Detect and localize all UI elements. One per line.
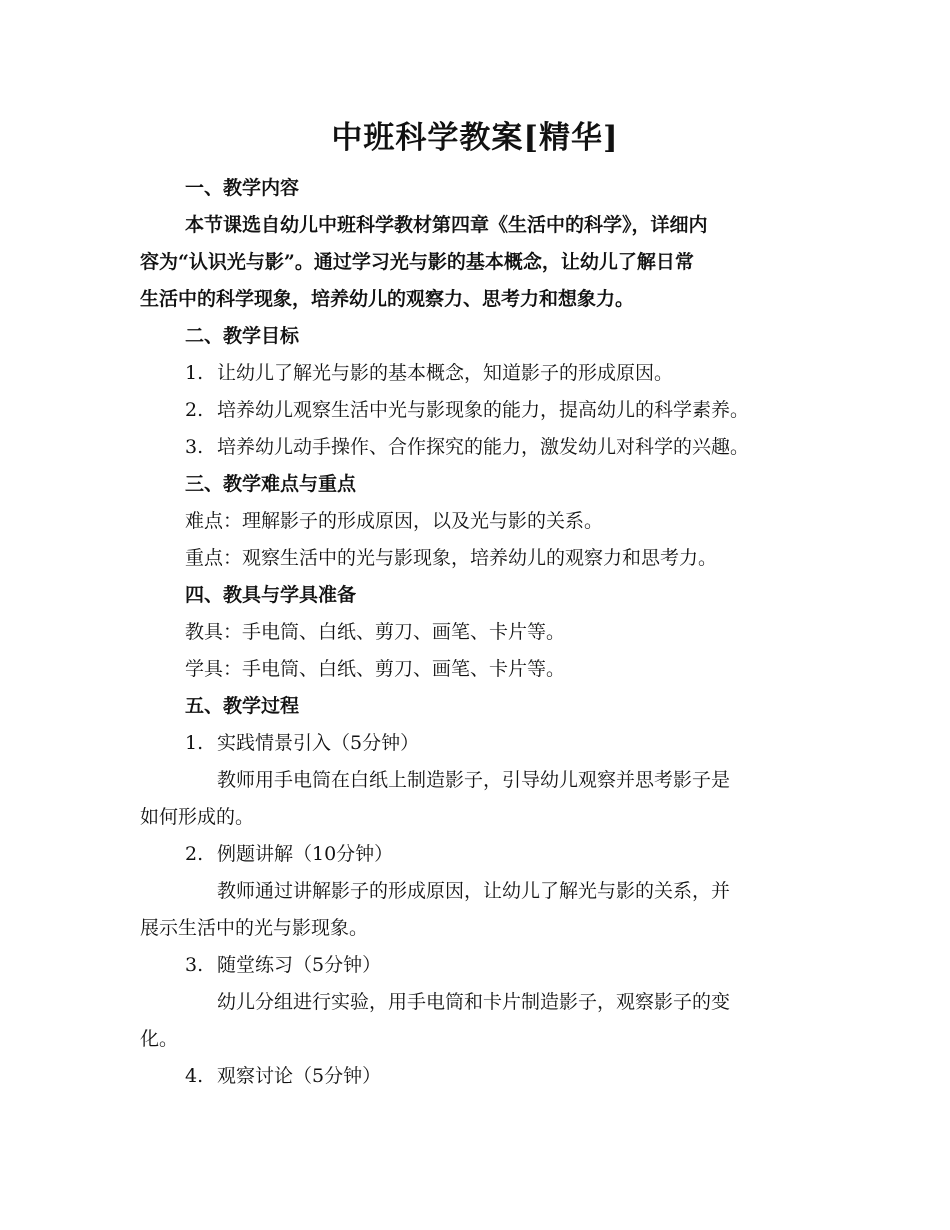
goal-text: 让幼儿了解光与影的基本概念，知道影子的形成原因。 xyxy=(217,362,674,384)
process-step xyxy=(185,839,393,866)
section-heading-materials: 四、教具与学具准备 xyxy=(185,584,357,606)
learning-aids-line: 学具：手电筒、白纸、剪刀、画笔、卡片等。 xyxy=(185,658,566,680)
goal-item xyxy=(185,358,673,385)
section-heading-goals: 二、教学目标 xyxy=(185,325,300,347)
goal-number: 1. xyxy=(185,362,204,384)
step-desc-line: 展示生活中的光与影现象。 xyxy=(140,917,369,939)
step-desc-line: 幼儿分组进行实验，用手电筒和卡片制造影子，观察影子的变 xyxy=(217,991,731,1013)
goal-text: 培养幼儿观察生活中光与影现象的能力，提高幼儿的科学素养。 xyxy=(217,399,750,421)
focus-line: 重点：观察生活中的光与影现象，培养幼儿的观察力和思考力。 xyxy=(185,547,718,569)
step-number: 4. xyxy=(185,1065,204,1087)
goal-item xyxy=(185,432,749,459)
teaching-aids-line: 教具：手电筒、白纸、剪刀、画笔、卡片等。 xyxy=(185,621,566,643)
step-number: 1. xyxy=(185,732,204,754)
process-step xyxy=(185,728,419,755)
page-title: 中班科学教案[精华] xyxy=(331,120,619,156)
step-number: 3. xyxy=(185,954,204,976)
step-title: 随堂练习（5分钟） xyxy=(217,954,382,976)
content-para-line-1: 本节课选自幼儿中班科学教材第四章《生活中的科学》，详细内 xyxy=(185,214,708,236)
goal-text: 培养幼儿动手操作、合作探究的能力，激发幼儿对科学的兴趣。 xyxy=(217,436,750,458)
step-title: 实践情景引入（5分钟） xyxy=(217,732,420,754)
goal-number: 3. xyxy=(185,436,204,458)
step-desc-line: 教师通过讲解影子的形成原因，让幼儿了解光与影的关系，并 xyxy=(217,880,731,902)
goal-item xyxy=(185,395,749,422)
step-desc-line: 化。 xyxy=(140,1028,179,1050)
section-heading-process: 五、教学过程 xyxy=(185,695,300,717)
section-heading-key-points: 三、教学难点与重点 xyxy=(185,473,357,495)
step-desc-line: 教师用手电筒在白纸上制造影子，引导幼儿观察并思考影子是 xyxy=(217,769,731,791)
process-step xyxy=(185,1061,381,1088)
step-title: 观察讨论（5分钟） xyxy=(217,1065,382,1087)
step-desc-line: 如何形成的。 xyxy=(140,806,255,828)
difficulty-line: 难点：理解影子的形成原因，以及光与影的关系。 xyxy=(185,510,604,532)
content-para-line-3: 生活中的科学现象，培养幼儿的观察力、思考力和想象力。 xyxy=(140,288,635,310)
process-step xyxy=(185,950,381,977)
content-para-line-2: 容为“认识光与影”。通过学习光与影的基本概念，让幼儿了解日常 xyxy=(140,251,694,273)
step-title: 例题讲解（10分钟） xyxy=(217,843,394,865)
step-number: 2. xyxy=(185,843,204,865)
goal-number: 2. xyxy=(185,399,204,421)
section-heading-content: 一、教学内容 xyxy=(185,177,300,199)
